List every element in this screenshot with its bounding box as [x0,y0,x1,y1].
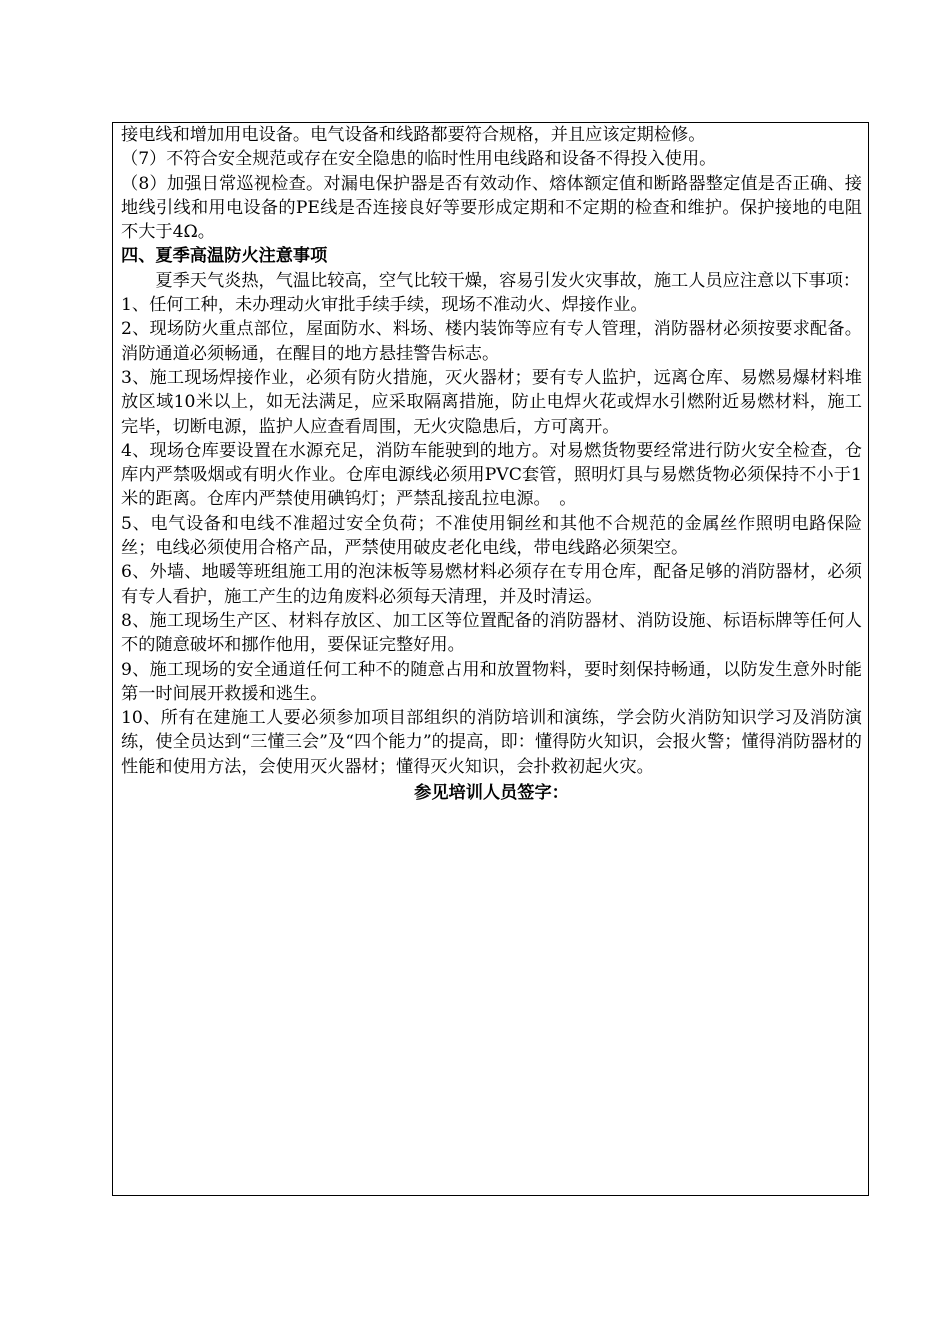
paragraph-item-8: （8）加强日常巡视检查。对漏电保护器是否有效动作、熔体额定值和断路器整定值是否正确、接地线引线和用电设备的PE线是否连接良好等要形成定期和不定期的检查和维护。保护接地的电阻不大于4Ω。 [121,173,862,243]
list-item-2: 2、现场防火重点部位，屋面防水、料场、楼内装饰等应有专人管理，消防器材必须按要求配备。消防通道必须畅通，在醒目的地方悬挂警告标志。 [121,319,862,364]
list-item-9: 9、施工现场的安全通道任何工种不的随意占用和放置物料，要时刻保持畅通，以防发生意外时能第一时间展开救援和逃生。 [121,659,862,704]
list-item-8: 8、施工现场生产区、材料存放区、加工区等位置配备的消防器材、消防设施、标语标牌等任何人不的随意破坏和挪作他用，要保证完整好用。 [121,610,862,656]
list-item-3: 3、施工现场焊接作业，必须有防火措施，灭火器材；要有专人监护，远离仓库、易燃易爆材料堆放区域10米以上，如无法满足，应采取隔离措施，防止电焊火花或焊水引燃附近易燃材料，施工完毕，切断电源，监护人应查看周围，无火灾隐患后，方可离开。 [121,367,862,437]
section-intro: 夏季天气炎热，气温比较高，空气比较干燥，容易引发火灾事故，施工人员应注意以下事项： [155,270,861,291]
section-heading: 四、夏季高温防火注意事项 [121,246,328,267]
list-item-5: 5、电气设备和电线不准超过安全负荷；不准使用铜丝和其他不合规范的金属丝作照明电路保险丝；电线必须使用合格产品，严禁使用破皮老化电线，带电线路必须架空。 [121,513,862,559]
list-item-10: 10、所有在建施工人要必须参加项目部组织的消防培训和演练，学会防火消防知识学习及消防演练，使全员达到“三懂三会”及“四个能力”的提高，即：懂得防火知识，会报火警；懂得消防器材的性能和使用方法，会使用灭火器材；懂得灭火知识，会扑救初起火灾。 [121,708,862,777]
list-item-6: 6、外墙、地暖等班组施工用的泡沫板等易燃材料必须存在专用仓库，配备足够的消防器材，必须有专人看护，施工产生的边角废料必须每天清理，并及时清运。 [121,562,862,607]
document-body [121,123,862,805]
list-item-4: 4、现场仓库要设置在水源充足，消防车能驶到的地方。对易燃货物要经常进行防火安全检查，仓库内严禁吸烟或有明火作业。仓库电源线必须用PVC套管，照明灯具与易燃货物必须保持不小于1米的距离。仓库内严禁使用碘钨灯；严禁乱接乱拉电源。 。 [121,440,862,510]
document-frame [112,122,869,1196]
signature-label: 参见培训人员签字： [414,783,569,804]
list-item-1: 1、任何工种，未办理动火审批手续手续，现场不准动火、焊接作业。 [121,295,648,316]
paragraph-continuation: 接电线和增加用电设备。电气设备和线路都要符合规格，并且应该定期检修。 [121,125,706,145]
paragraph-item-7: （7）不符合安全规范或存在安全隐患的临时性用电线路和设备不得投入使用。 [121,149,717,170]
